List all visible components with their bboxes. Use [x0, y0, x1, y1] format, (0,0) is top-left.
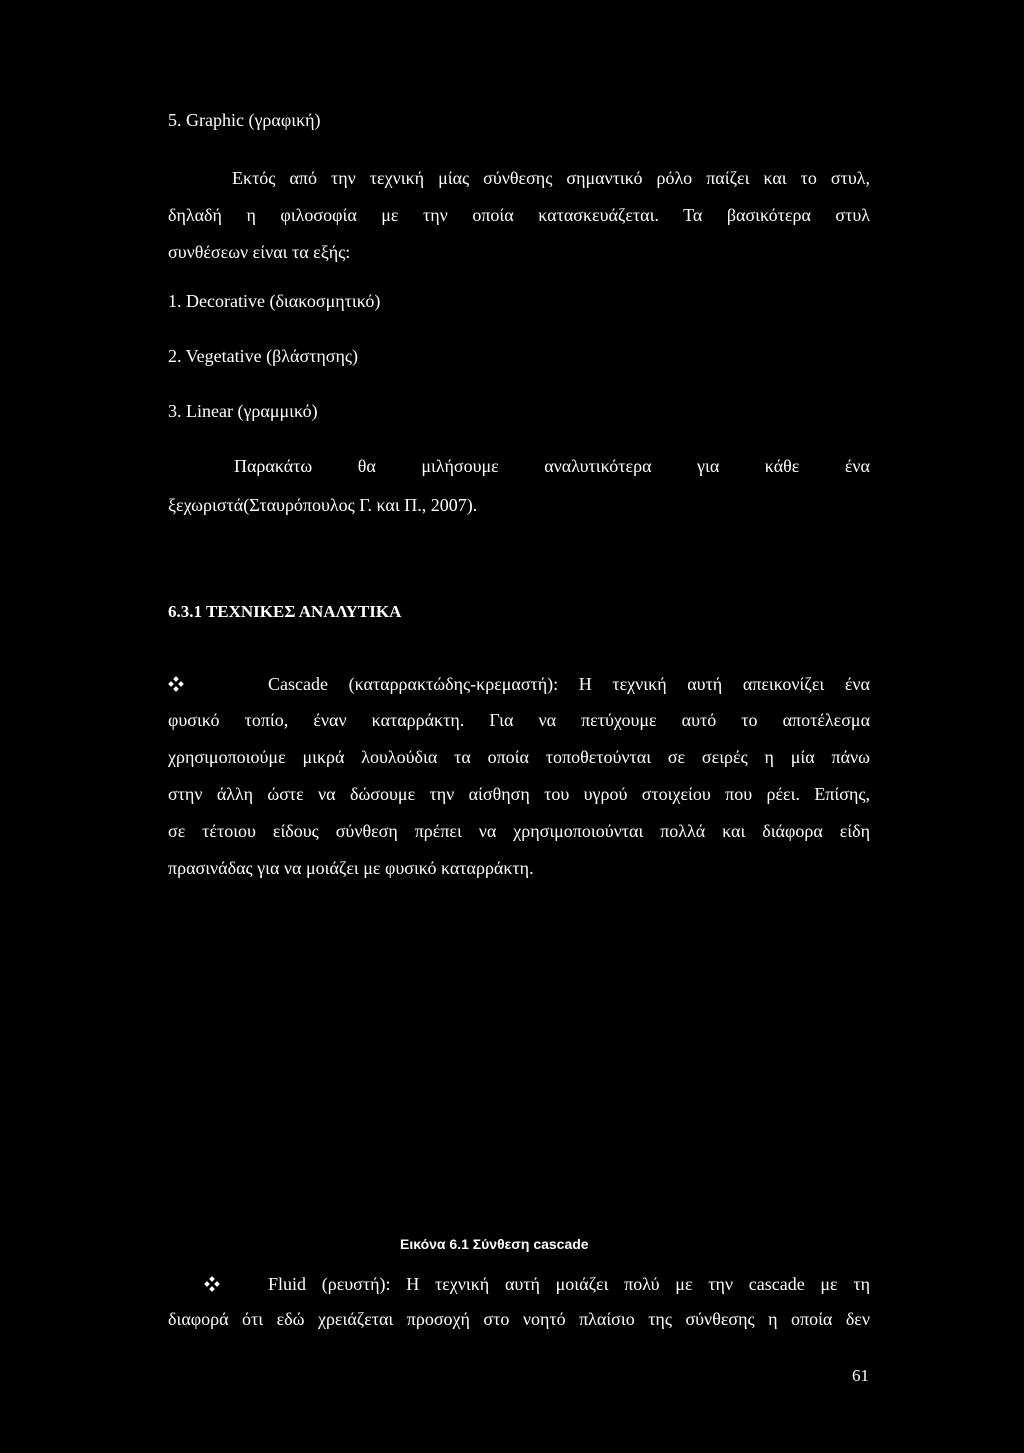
paragraph-line: Fluid (ρευστή): Η τεχνική αυτή μοιάζει πολύ με την cascade με τη [268, 1274, 870, 1294]
list-item: 2. Vegetative (βλάστησης) [168, 346, 359, 366]
paragraph-line: ξεχωριστά(Σταυρόπουλος Γ. και Π., 2007). [168, 495, 478, 515]
paragraph-line: Εκτός από την τεχνική μίας σύνθεσης σημαντικό ρόλο παίζει και το στυλ, [232, 168, 870, 188]
diamond-bullet-icon [204, 1276, 220, 1292]
list-item: 3. Linear (γραμμικό) [168, 401, 318, 421]
subsection-heading: 6.3.1 ΤΕΧΝΙΚΕΣ ΑΝΑΛΥΤΙΚΑ [168, 602, 402, 621]
bullet-marker [204, 1276, 220, 1292]
section-heading: 5. Graphic (γραφική) [168, 110, 321, 130]
paragraph-line: στην άλλη ώστε να δώσουμε την αίσθηση του υγρού στοιχείου που ρέει. Επίσης, [168, 784, 870, 804]
paragraph-line: διαφορά ότι εδώ χρειάζεται προσοχή στο νοητό πλαίσιο της σύνθεσης η οποία δεν [168, 1309, 870, 1329]
paragraph-line: Παρακάτω θα μιλήσουμε αναλυτικότερα για κάθε ένα [234, 456, 870, 476]
paragraph-line: Cascade (καταρρακτώδης-κρεμαστή): Η τεχνική αυτή απεικονίζει ένα [268, 674, 870, 694]
paragraph-line: χρησιμοποιούμε μικρά λουλούδια τα οποία τοποθετούνται σε σειρές η μία πάνω [168, 747, 870, 767]
paragraph-line: σε τέτοιου είδους σύνθεση πρέπει να χρησιμοποιούνται πολλά και διάφορα είδη [168, 821, 870, 841]
paragraph-line: πρασινάδας για να μοιάζει με φυσικό καταρράκτη. [168, 858, 534, 878]
page-number: 61 [852, 1366, 869, 1385]
bullet-marker [168, 676, 184, 692]
paragraph-line: δηλαδή η φιλοσοφία με την οποία κατασκευάζεται. Τα βασικότερα στυλ [168, 205, 870, 225]
paragraph-line: συνθέσεων είναι τα εξής: [168, 242, 351, 262]
list-item: 1. Decorative (διακοσμητικό) [168, 291, 381, 311]
figure-caption: Εικόνα 6.1 Σύνθεση cascade [400, 1236, 589, 1252]
diamond-bullet-icon [168, 676, 184, 692]
paragraph-line: φυσικό τοπίο, έναν καταρράκτη. Για να πετύχουμε αυτό το αποτέλεσμα [168, 710, 870, 730]
